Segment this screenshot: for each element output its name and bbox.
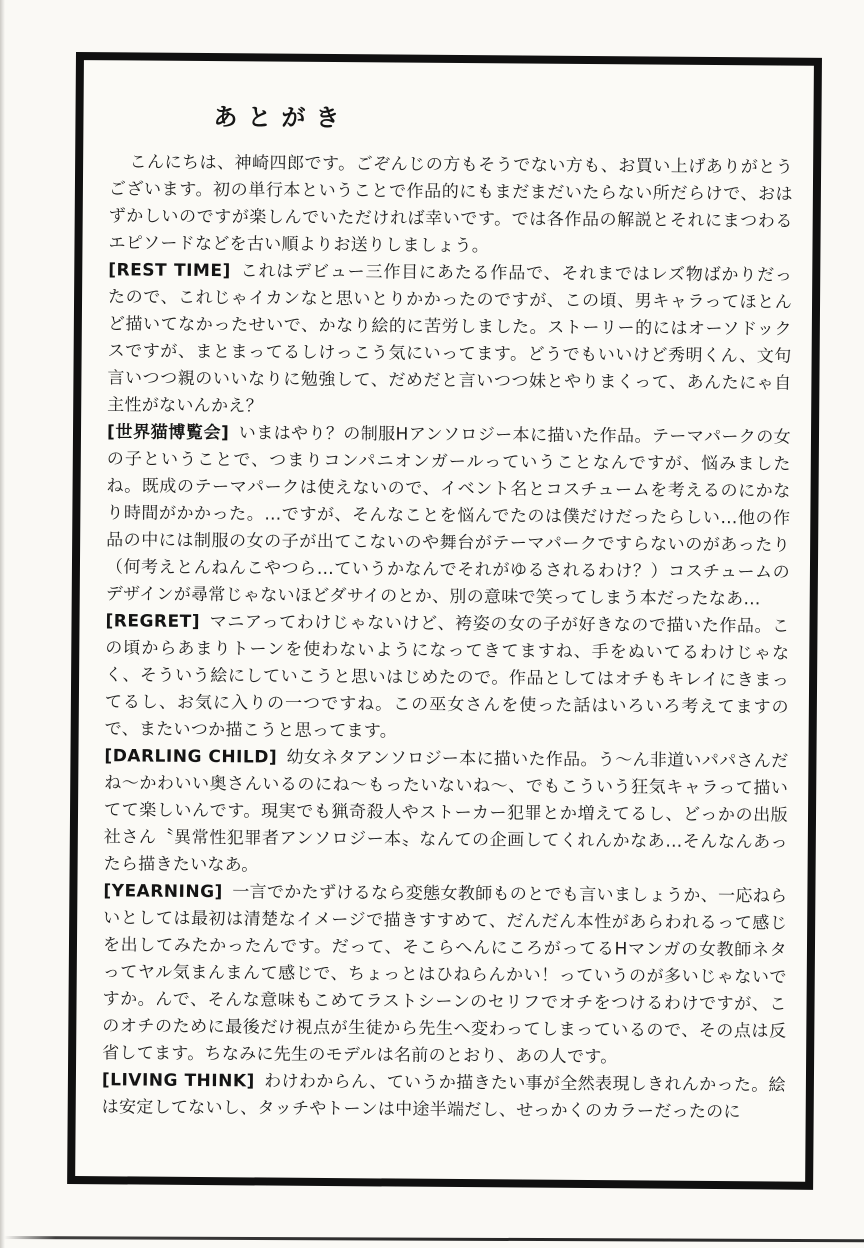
section-heading: [世界猫博覧会] <box>106 422 230 444</box>
section-paragraph-world-cat-expo <box>106 419 791 613</box>
section-body: マニアってわけじゃないけど、袴姿の女の子が好きなので描いた作品。この頃からあまりトーンを使わないようになってきてますね、手をぬいてるわけじゃなく、そういう絵にしていこうと思いはじめたので。作品としてはオチもキレイにきまってるし、お気に入りの一つですね。この巫女さんを使った話はいろいろ考えてますので、またいつか描こうと思ってます。 <box>104 612 790 742</box>
section-heading: [REGRET] <box>105 611 201 632</box>
section-heading: [REST TIME] <box>108 260 231 282</box>
section-paragraph-regret <box>105 608 790 748</box>
section-paragraph-living-think <box>102 1067 786 1126</box>
section-paragraph-darling-child <box>104 743 789 883</box>
section-paragraph-yearning <box>102 878 787 1072</box>
section-heading: [DARLING CHILD] <box>104 746 278 768</box>
section-body: いまはやり？の制服Hアンソロジー本に描いた作品。テーマパークの女の子ということで、つまりコンパニオンガールっていうことなんですが、悩みましたね。既成のテーマパークは使えないので、イベント名とコスチュームを考えるのにかなり時間がかかった。…ですが、そんなことを悩んでたのは僕だけだったらしい…他の作品の中には制服の女の子が出てこないのや舞台がテーマパークですらないのがあったり（何考えとんねんこやつら…ていうかなんでそれがゆるされるわけ？）コスチュームのデザインが尋常じゃないほどダサイのとか、別の意味で笑ってしまう本だったなあ… <box>105 423 792 610</box>
scan-left-edge-shadow <box>0 0 5 1248</box>
greeting-paragraph: こんにちは、神崎四郎です。ごぞんじの方もそうでない方も、お買い上げありがとうございます。初の単行本ということで作品的にもまだまだいたらない所だらけで、おはずかしいのですが楽しんでいただければ幸いです。では各作品の解説とそれにまつわるエピソードなどを古い順よりお送りしましょう。 <box>108 152 794 257</box>
afterword-page-frame <box>67 52 822 1190</box>
afterword-content <box>75 60 814 1182</box>
scan-bottom-edge-line <box>4 1236 864 1242</box>
section-body: 一言でかたずけるなら変態女教師ものとでも言いましょうか、一応ねらいとしては最初は清楚なイメージで描きすすめて、だんだん本性があらわれるって感じを出してみたかったんです。だって、そこらへんにころがってるHマンガの女教師ネタってヤル気まんまんて感じで、ちょっとはひねらんかい！っていうのが多いじゃないですか。んで、そんな意味もこめてラストシーンのセリフでオチをつけるわけですが、このオチのために最後だけ視点が生徒から先生へ変わってしまっているので、その点は反省してます。ちなみに先生のモデルは名前のとおり、あの人です。 <box>102 882 788 1068</box>
page-title: あとがき <box>213 103 350 133</box>
section-paragraph-rest-time <box>107 257 792 424</box>
section-body: これはデビュー三作目にあたる作品で、それまではレズ物ばかりだったので、これじゃイカンなと思いとりかかったのですが、この頃、男キャラってほとんど描いてなかったせいで、かなり絵的に苦労しました。ストーリー的にはオーソドックスですが、まとまってるしけっこう気にいってます。どうでもいいけど秀明くん、文句言いつつ親のいいなりに勉強して、だめだと言いつつ妹とやりまくって、あんたにゃ自主性がないんかえ？ <box>107 261 793 417</box>
section-heading: [LIVING THINK] <box>101 1070 255 1092</box>
section-heading: [YEARNING] <box>103 881 223 903</box>
section-body: わけわからん、ていうか描きたい事が全然表現しきれんかった。絵は安定してないし、タッチやトーンは中途半端だし、せっかくのカラーだったのに <box>101 1071 786 1123</box>
section-body: 幼女ネタアンソロジー本に描いた作品。う〜ん非道いパパさんだね〜かわいい奥さんいるのにね〜もったいないね〜、でもこういう狂気キャラって描いてて楽しいんです。現実でも猟奇殺人やストーカー犯罪とか増えてるし、どっかの出版社さん〝異常性犯罪者アンソロジー本〟なんての企画してくれんかなあ…そんなんあったら描きたいなあ。 <box>103 747 789 876</box>
